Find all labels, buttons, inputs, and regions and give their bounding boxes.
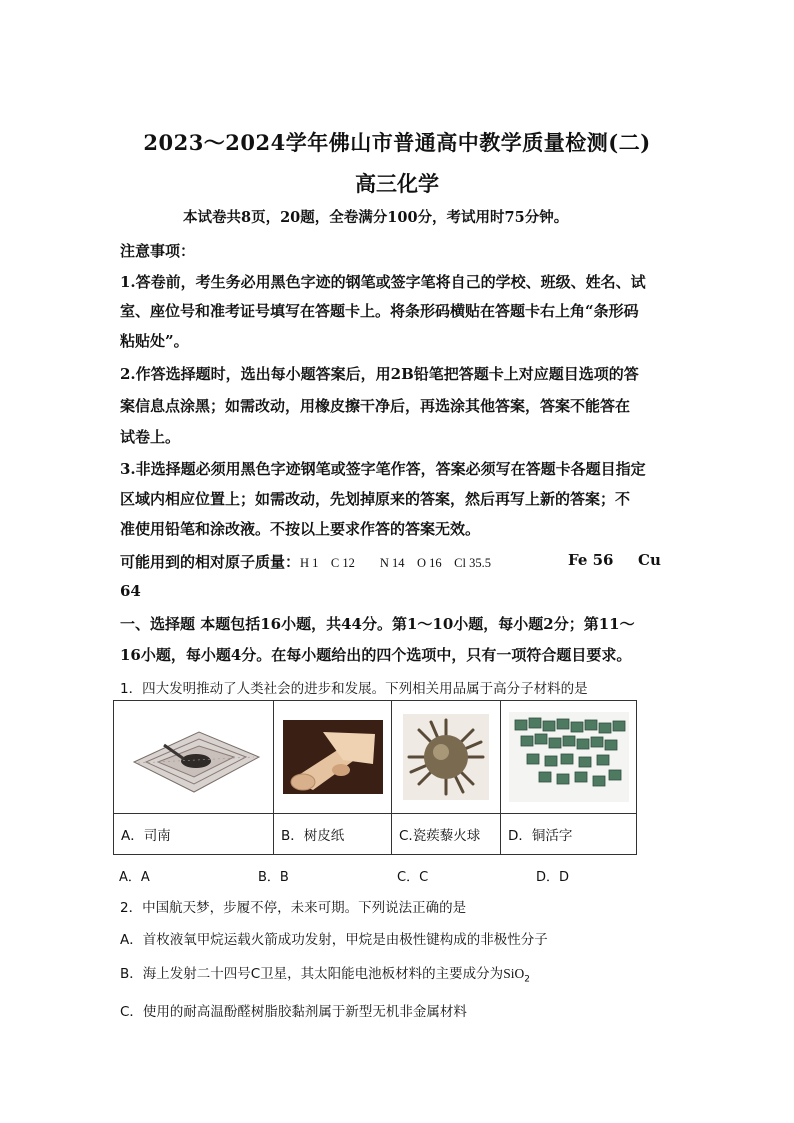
paper-scroll-icon bbox=[283, 720, 383, 794]
notes-line: 粘贴处”。 bbox=[120, 332, 189, 350]
notes-line: 室、座位号和准考证号填写在答题卡上。将条形码横贴在答题卡右上角“条形码 bbox=[120, 302, 639, 320]
q1-cell-a-label: A．司南 bbox=[114, 814, 274, 855]
notes-line: 1.答卷前，考生务必用黑色字迹的钢笔或签字笔将自己的学校、班级、姓名、试 bbox=[120, 273, 646, 291]
notes-line: 准使用铅笔和涂改液。不按以上要求作答的答案无效。 bbox=[120, 520, 481, 538]
exam-info: 本试卷共8页，20题，全卷满分100分，考试用时75分钟。 bbox=[183, 209, 569, 226]
section1-line2: 16小题，每小题4分。在每小题给出的四个选项中，只有一项符合题目要求。 bbox=[120, 646, 632, 664]
notes-line: 2.作答选择题时，选出每小题答案后，用2B铅笔把答题卡上对应题目选项的答 bbox=[120, 365, 639, 383]
notes-line: 案信息点涂黑；如需改动，用橡皮擦干净后，再选涂其他答案，答案不能答在 bbox=[120, 397, 631, 415]
atomic-masses-label: 可能用到的相对原子质量： bbox=[120, 553, 301, 571]
q2-option-a: A．首枚液氧甲烷运载火箭成功发射，甲烷是由极性键构成的非极性分子 bbox=[120, 932, 548, 948]
q1-cell-d-image bbox=[501, 701, 637, 814]
atomic-mass-cu: Cu bbox=[638, 551, 661, 569]
q1-cell-b-image bbox=[274, 701, 392, 814]
compass-spoon-icon bbox=[124, 717, 264, 797]
q1-image-table bbox=[113, 700, 637, 855]
exam-title: 2023～2024学年佛山市普通高中教学质量检测(二) bbox=[143, 130, 651, 155]
q1-option-d: D．D bbox=[536, 870, 570, 885]
q1-option-a: A．A bbox=[119, 870, 150, 885]
notes-heading: 注意事项： bbox=[120, 242, 196, 260]
q2-option-b bbox=[120, 962, 680, 985]
atomic-masses bbox=[120, 551, 680, 572]
q2-stem: 2．中国航天梦，步履不停，未来可期。下列说法正确的是 bbox=[120, 900, 467, 916]
notes-line: 试卷上。 bbox=[120, 428, 181, 446]
q1-cell-c-image bbox=[392, 701, 501, 814]
q1-cell-b-label: B．树皮纸 bbox=[274, 814, 392, 855]
atomic-masses-values: H 1 C 12 N 14 O 16 Cl 35.5 bbox=[300, 556, 491, 570]
q2-option-b-subscript: 2 bbox=[524, 974, 530, 985]
atomic-mass-fe: Fe 56 bbox=[568, 551, 614, 569]
q1-cell-a-image bbox=[114, 701, 274, 814]
q1-cell-d-label: D．铜活字 bbox=[501, 814, 637, 855]
q1-option-c: C．C bbox=[397, 870, 429, 885]
atomic-mass-cu-value: 64 bbox=[120, 582, 141, 600]
section1-line1: 一、选择题 本题包括16小题，共44分。第1～10小题，每小题2分；第11～ bbox=[120, 615, 635, 633]
notes-line: 区域内相应位置上；如需改动，先划掉原来的答案，然后再写上新的答案；不 bbox=[120, 490, 631, 508]
q1-cell-c-label: C.瓷蒺藜火球 bbox=[392, 814, 501, 855]
notes-line: 3.非选择题必须用黑色字迹钢笔或签字笔作答，答案必须写在答题卡各题目指定 bbox=[120, 460, 646, 478]
spiked-ball-icon bbox=[403, 714, 489, 800]
q2-option-b-text: B．海上发射二十四号C卫星，其太阳能电池板材料的主要成分为 bbox=[120, 966, 504, 982]
bronze-type-icon bbox=[509, 712, 629, 802]
q1-stem: 1．四大发明推动了人类社会的进步和发展。下列相关用品属于高分子材料的是 bbox=[120, 681, 588, 697]
q1-option-b: B．B bbox=[258, 870, 289, 885]
q2-option-c: C．使用的耐高温酚醛树脂胶黏剂属于新型无机非金属材料 bbox=[120, 1004, 467, 1020]
q2-option-b-formula: SiO bbox=[503, 966, 525, 981]
exam-subject: 高三化学 bbox=[355, 171, 439, 196]
